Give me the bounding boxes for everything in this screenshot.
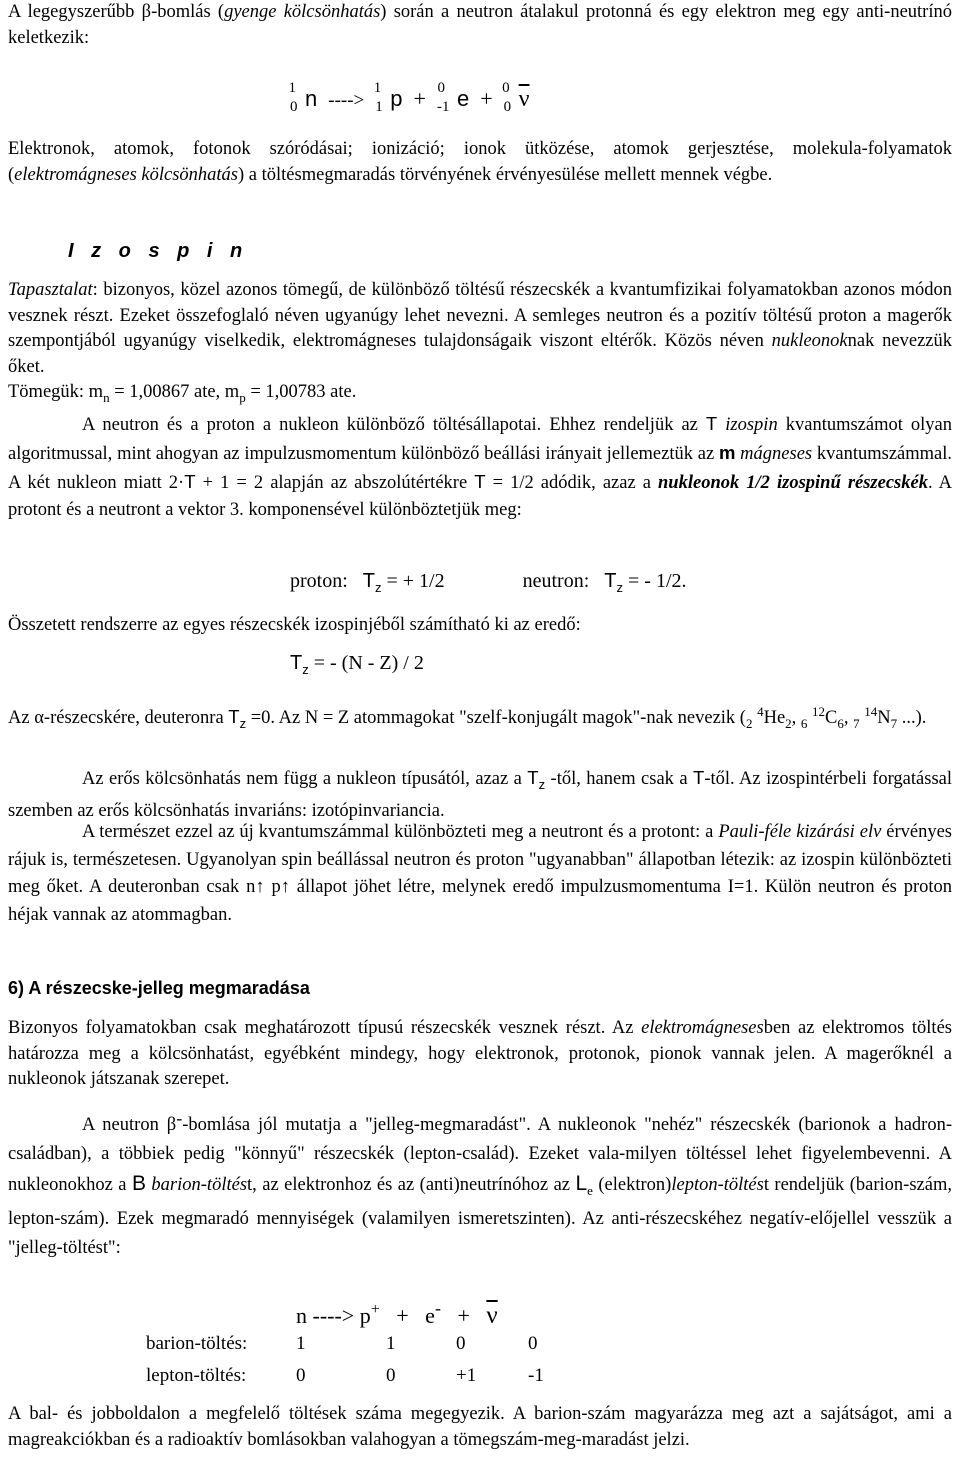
equation-tz-values: proton: $T_z$ = + 1/2 neutron: $T_z$ = - 1/2. — [290, 570, 687, 595]
table-cell: 0 — [386, 1365, 396, 1386]
equation-tz-composite: $T_z$ = - (N - Z) / 2 — [290, 652, 424, 677]
section-heading: 6) A részecske-jelleg megmaradása — [8, 978, 310, 998]
paragraph-beta-decay: A legegyszerűbb β-bomlás (gyenge kölcsönhatás) során a neutron átalakul protonná és egy elektron meg egy anti-neutrínó keletkezik: — [8, 2, 952, 48]
table-cell: -1 — [528, 1365, 544, 1386]
equation-neutron-decay: n ----> p+ + e- + $\overline{\nu}$ — [296, 1298, 498, 1329]
charge-table — [146, 1328, 568, 1392]
table-cell: 0 — [528, 1333, 538, 1354]
equation-beta-decay: $_0^1$ n ----> $_1^1$ p + $_{-1}^0$ e + $_0^0$ $\overline{\nu}$ — [288, 80, 530, 115]
paragraph-strong-interaction: Az erős kölcsönhatás nem függ a nukleon típusától, azaz a $T_z$ -től, hanem csak a T-től. Az izospintérbeli forgatással szemben az erős kölcsönhatás invariáns: izotópinvariancia. — [8, 767, 952, 821]
table-cell: 0 — [456, 1333, 466, 1354]
table-cell: 0 — [296, 1365, 306, 1386]
paragraph-self-conjugate: Az α-részecskére, deuteronra $T_z =0$. Az N = Z atommagokat "szelf-konjugált magok"-nak nevezik ($_2$ $^4He_2$, $_6$ $^{12}C_6$, $_7$ $^{14}N_7$ ...). — [8, 704, 927, 731]
heading-izospin: I z o s p i n — [68, 240, 249, 262]
paragraph-particle-types: Bizonyos folyamatokban csak meghatározott típusú részecskék vesznek részt. Az elektromágnesesben az elektromos töltés határozza meg a kölcsönhatást, egyébként mindegy, hogy elektronok, protonok, pionok vannak jelen. A magerőknél a nukleonok játszanak szerepet. — [8, 1018, 952, 1089]
table-cell: 1 — [296, 1333, 306, 1354]
paragraph-character-conservation: A neutron β--bomlása jól mutatja a "jelleg-megmaradást". A nukleonok "nehéz" részecskék (barionok a hadron-családban), a többiek pedig "könnyű" részecskék (lepton-család). Ezeket vala-milyen töltéssel lehet figyelembevenni. A nukleonokhoz a B barion-töltést, az elektronhoz és az (anti)neutrínóhoz az $L_e$ (elektron)lepton-töltést rendeljük (barion-szám, lepton-szám). Ezek megmaradó mennyiségek (valamilyen ismeretszinten). Az anti-részecskéhez negatív-előjellel vesszük a "jelleg-töltést": — [8, 1108, 952, 1258]
paragraph-em-processes: Elektronok, atomok, fotonok szóródásai; ionizáció; ionok ütközése, atomok gerjesztése, molekula-folyamatok (elektromágneses kölcsönhatás) a töltésmegmaradás törvényének érvényesülése mellett mennek végbe. — [8, 139, 952, 185]
row-label: barion-töltés: — [146, 1333, 248, 1354]
table-row — [146, 1328, 568, 1360]
paragraph-conclusion: A bal- és jobboldalon a megfelelő töltések száma megegyezik. A barion-szám magyarázza meg azt a sajátságot, ami a magreakciókban és a radioaktív bomlásokban valahogyan a tömegszám-meg-maradást jelzi. — [8, 1404, 952, 1450]
paragraph-composite: Összetett rendszerre az egyes részecskék izospinjéből számítható ki az eredő: — [8, 615, 581, 635]
table-row — [146, 1360, 568, 1392]
paragraph-pauli: A természet ezzel az új kvantumszámmal különbözteti meg a neutront és a protont: a Pauli-féle kizárási elv érvényes rájuk is, természetesen. Ugyanolyan spin beállással neutron és proton "ugyanabban" állapotban létezik: az izospin különbözteti meg őket. A deuteronban csak n↑ p↑ állapot jöhet létre, melynek eredő impulzusmomentuma I=1. Külön neutron és proton héjak vannak az atommagban. — [8, 822, 952, 925]
paragraph-tapasztalat: Tapasztalat: bizonyos, közel azonos tömegű, de különböző töltésű részecskék a kvantumfizikai folyamatokban azonos módon vesznek részt. Ezeket összefoglaló néven ugyanúgy lehet nevezni. A semleges neutron és a pozitív töltésű proton a magerők szempontjából ugyanúgy viselkedik, elektromágneses tulajdonságaik viszont eltérők. Közös néven nukleonoknak nevezzük őket. Tömegük: $m_n = 1,00867$ ate, $m_p = 1,00783$ ate. — [8, 280, 952, 405]
paragraph-izospin-quantum: A neutron és a proton a nukleon különböző töltésállapotai. Ehhez rendeljük az T izospin kvantumszámot olyan algoritmussal, mint ahogyan az impulzusmomentum különböző beállási irányait jellemeztük az m mágneses kvantumszámmal. A két nukleon miatt 2·T + 1 = 2 alapján az abszolútértékre T = 1/2 adódik, azaz a nukleonok 1/2 izospinű részecskék. A protont és a neutront a vektor 3. komponensével különböztetjük meg: — [8, 413, 953, 520]
table-cell: +1 — [456, 1365, 477, 1386]
table-cell: 1 — [386, 1333, 396, 1354]
row-label: lepton-töltés: — [146, 1365, 247, 1386]
